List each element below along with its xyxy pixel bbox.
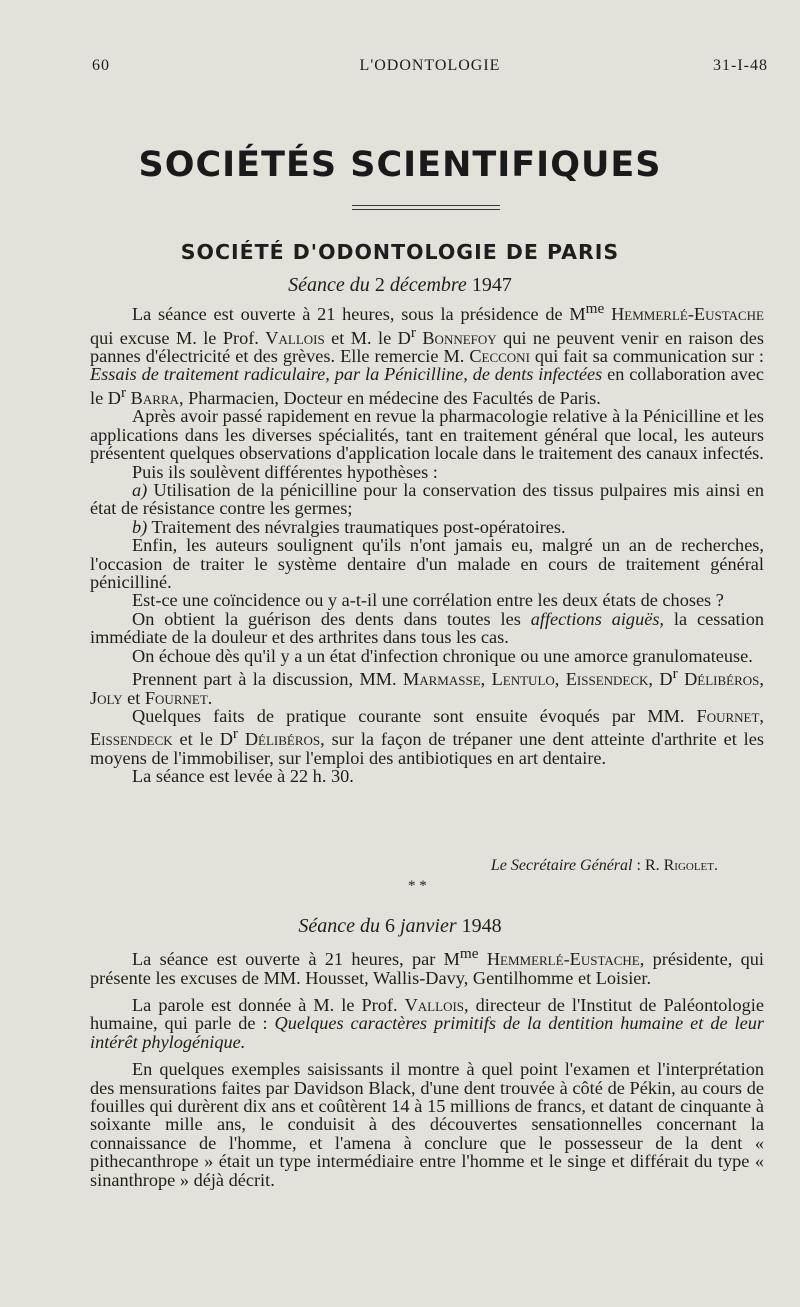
paragraph: Est-ce une coïncidence ou y a-t-il une corrélation entre les deux états de choses ?	[132, 590, 724, 611]
title-rule-top	[352, 205, 500, 206]
seance-month: janvier	[399, 915, 457, 937]
paragraph: La séance est ouverte à 21 heures, sous la présidence de $M^{me}$ Hemmerlé-Eustache qui excuse M. le Prof. Vallois et M. le $D^r$ Bonnefoy qui ne peuvent venir en raison des pannes d'électricité et des grèves. Elle remercie M. Cecconi qui fait sa communication sur : Essais de traitement radiculaire, par la Pénicilline, de dents infectées en collaboration avec le $D^r$ Barra, Pharmacien, Docteur en médecine des Facultés de Paris.	[90, 300, 765, 408]
paragraph: En quelques exemples saisissants il montre à quel point l'examen et l'interprétation des mensurations faites par Davidson Black, d'une dent trouvée à côté de Pékin, au cours de fouilles qui durèrent dix ans et coûtèrent 14 à 15 millions de francs, et datant de cinquante à soixante mille ans, le conduisit à des découvertes sensationnelles concernant la connaissance de l'homme, et l'amena à conclure que le possesseur de la dent « pithecanthrope » était un type intermédiaire entre l'homme et le singe et différait du type « sinanthrope » déjà décrit.	[90, 1059, 764, 1190]
paragraph: On échoue dès qu'il y a un état d'infection chronique ou une amorce granulomateuse.	[132, 645, 753, 666]
seance-heading-2	[0, 915, 800, 938]
seance-2-body	[90, 945, 764, 1189]
paragraph: Puis ils soulèvent différentes hypothèses :	[132, 461, 438, 482]
list-item-b: b) Traitement des névralgies traumatiques post-opératoires.	[132, 516, 566, 537]
seance-day: 6	[384, 915, 395, 937]
seance-heading-1	[0, 274, 800, 297]
society-heading: SOCIÉTÉ D'ODONTOLOGIE DE PARIS	[180, 240, 620, 264]
issue-date: 31-I-48	[713, 57, 768, 74]
paragraph: La séance est ouverte à 21 heures, par $M^{me}$ Hemmerlé-Eustache, présidente, qui présente les excuses de MM. Housset, Wallis-Davy, Gentilhomme et Loisier.	[90, 945, 764, 988]
signature: Le Secrétaire Général : R. Rigolet.	[490, 857, 718, 874]
paragraph: Enfin, les auteurs soulignent qu'ils n'ont jamais eu, malgré un an de recherches, l'occasion de traiter le système dentaire d'un malade en cours de traitement général pénicilliné.	[90, 535, 764, 592]
seance-label: Séance du	[298, 915, 380, 937]
list-item-a: a) Utilisation de la pénicilline pour la conservation des tissus pulpaires mis ainsi en état de résistance contre les germes;	[90, 479, 764, 519]
page-number: 60	[92, 57, 110, 74]
paragraph: On obtient la guérison des dents dans toutes les affections aiguës, la cessation immédiate de la douleur et des arthrites dans tous les cas.	[90, 608, 765, 648]
paragraph: Après avoir passé rapidement en revue la pharmacologie relative à la Pénicilline et les applications dans les diverses spécialités, tant en traitement général que local, les auteurs présentent quelques observations d'application locale dans le traitement des canaux infectés.	[90, 406, 764, 464]
paragraph: La séance est levée à 22 h. 30.	[132, 766, 354, 787]
seance-day: 2	[374, 274, 385, 296]
paragraph: Prennent part à la discussion, MM. Marmasse, Lentulo, Eissendeck, $D^r$ Délibéros, Joly et Fournet.	[90, 665, 764, 708]
seance-1-body	[90, 300, 764, 786]
seance-year: 1948	[461, 915, 502, 937]
title-rule-bottom	[352, 209, 500, 210]
running-header	[92, 57, 768, 79]
paragraph: La parole est donnée à M. le Prof. Vallois, directeur de l'Institut de Paléontologie humaine, qui parle de : Quelques caractères primitifs de la dentition humaine et de leur intérêt phylogénique.	[90, 994, 764, 1052]
journal-title: L'ODONTOLOGIE	[359, 57, 501, 74]
seance-month: décembre	[389, 274, 467, 296]
seance-year: 1947	[471, 274, 512, 296]
seance-label: Séance du	[288, 274, 370, 296]
section-title: SOCIÉTÉS SCIENTIFIQUES	[138, 145, 662, 185]
paragraph: Quelques faits de pratique courante sont ensuite évoqués par MM. Fournet, Eissendeck et le $D^r$ Délibéros, sur la façon de trépaner une dent atteinte d'arthrite et les moyens de l'immobiliser, sur l'emploi des antibiotiques en art dentaire.	[90, 705, 764, 768]
section-separator: * *	[408, 878, 427, 894]
